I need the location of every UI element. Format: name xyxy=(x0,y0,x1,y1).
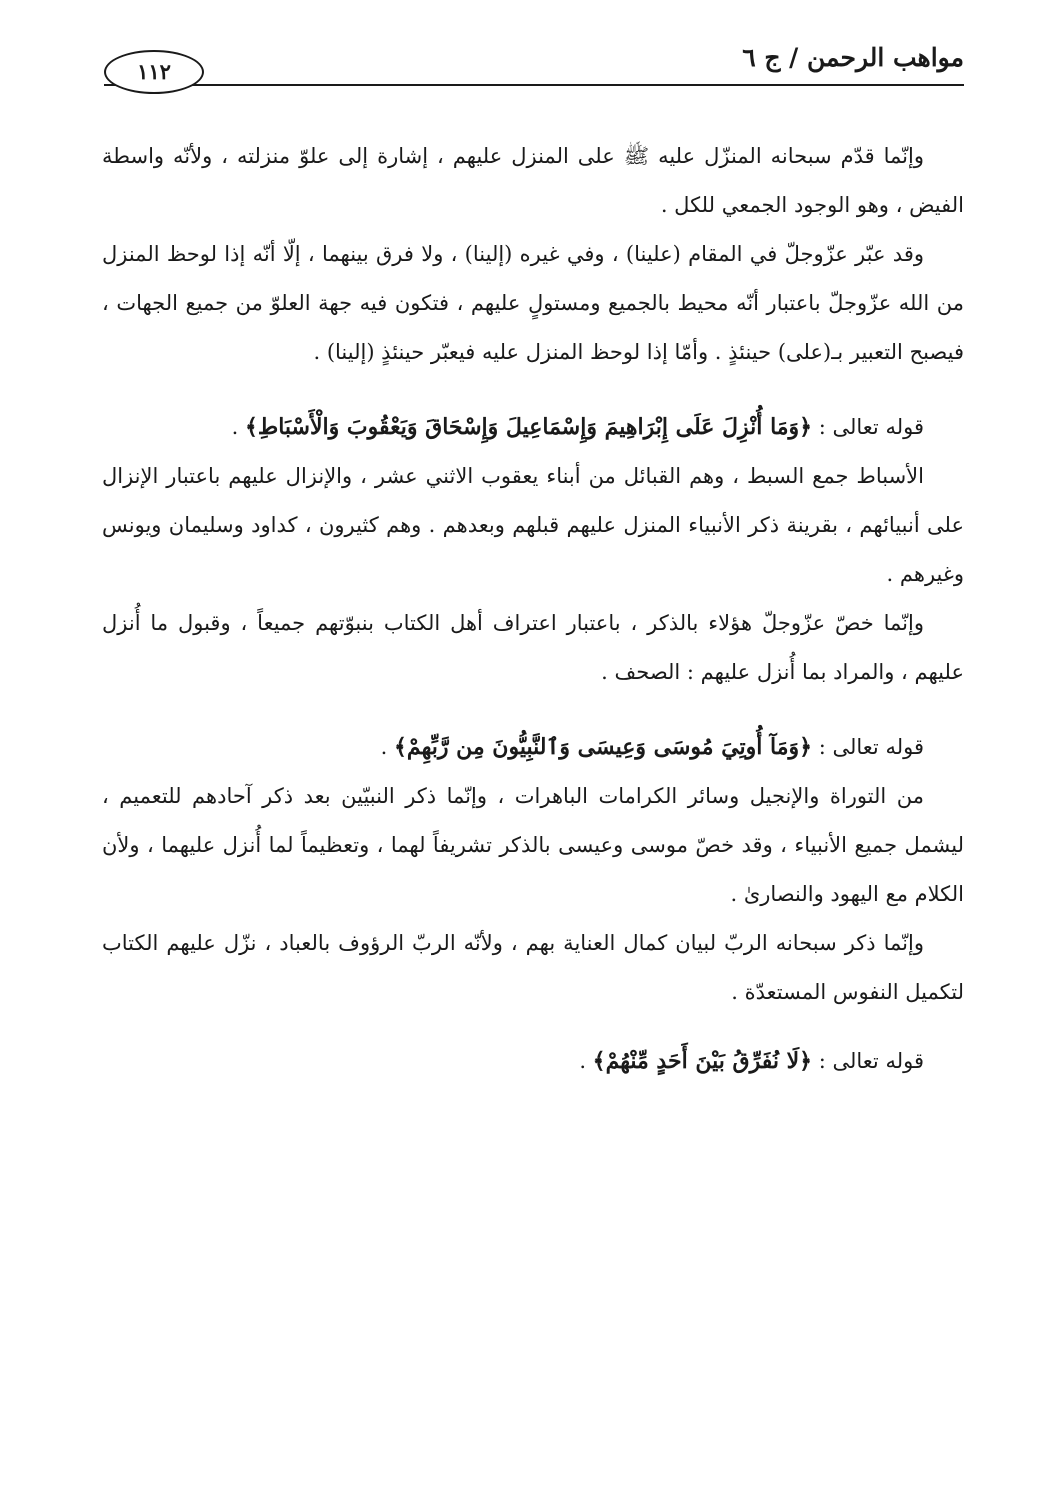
verse-intro: قوله تعالى : xyxy=(812,735,924,759)
paragraph: وإنّما قدّم سبحانه المنزّل عليه ﷺ على المنزل عليهم ، إشارة إلى علوّ منزلته ، ولأنّه واسطة الفيض ، وهو الوجود الجمعي للكل . xyxy=(102,144,964,217)
paragraph: من التوراة والإنجيل وسائر الكرامات الباهرات ، وإنّما ذكر النبيّين بعد ذكر آحادهم للتعميم ، ليشمل جميع الأنبياء ، وقد خصّ موسى وعيسى بالذكر تشريفاً لهما ، وتعظيماً لما أُنزل عليهما ، ولأن الكلام مع اليهود والنصارىٰ . xyxy=(102,784,964,906)
quran-verse: ﴿لَا نُفَرِّقُ بَيْنَ أَحَدٍ مِّنْهُمْ﴾ xyxy=(592,1048,813,1074)
paragraph: وإنّما ذكر سبحانه الربّ لبيان كمال العناية بهم ، ولأنّه الربّ الرؤوف بالعباد ، نزّل عليهم الكتاب لتكميل النفوس المستعدّة . xyxy=(102,931,964,1004)
quran-verse: ﴿وَمَآ أُوتِيَ مُوسَى وَعِيسَى وَٱلنَّبِيُّونَ مِن رَّبِّهِمْ﴾ xyxy=(394,734,813,760)
paragraph: وإنّما خصّ عزّوجلّ هؤلاء بالذكر ، باعتبار اعتراف أهل الكتاب بنبوّتهم جميعاً ، وقبول ما أُنزل عليهم ، والمراد بما أُنزل عليهم : الصحف . xyxy=(102,611,964,684)
verse-commentary-heading xyxy=(102,1037,964,1086)
verse-end: . xyxy=(380,735,395,759)
verse-intro: قوله تعالى : xyxy=(812,1049,924,1073)
running-header xyxy=(104,38,964,86)
verse-end: . xyxy=(579,1049,593,1073)
verse-commentary-heading xyxy=(102,723,964,772)
page-number: ١١٢ xyxy=(104,50,204,94)
page-body xyxy=(102,132,964,1086)
quran-verse: ﴿وَمَا أُنْزِلَ عَلَى إِبْرَاهِيمَ وَإِسْمَاعِيلَ وَإِسْحَاقَ وَيَعْقُوبَ وَالْأَسْبَاطِ﴾ xyxy=(244,414,813,440)
book-title: مواهب الرحمن / ج ٦ xyxy=(742,43,964,72)
verse-intro: قوله تعالى : xyxy=(812,415,924,439)
paragraph: الأسباط جمع السبط ، وهم القبائل من أبناء يعقوب الاثني عشر ، والإنزال عليهم باعتبار الإنزال على أنبيائهم ، بقرينة ذكر الأنبياء المنزل عليهم قبلهم وبعدهم . وهم كثيرون ، كداود وسليمان ويونس وغيرهم . xyxy=(102,464,964,586)
paragraph: وقد عبّر عزّوجلّ في المقام (علينا) ، وفي غيره (إلينا) ، ولا فرق بينهما ، إلّا أنّه إذا لوحظ المنزل من الله عزّوجلّ باعتبار أنّه محيط بالجميع ومستولٍ عليهم ، فتكون فيه جهة العلوّ من جميع الجهات ، فيصبح التعبير بـ(على) حينئذٍ . وأمّا إذا لوحظ المنزل عليه فيعبّر حينئذٍ (إلينا) . xyxy=(102,242,965,364)
verse-commentary-heading xyxy=(102,403,964,452)
verse-end: . xyxy=(231,415,245,439)
